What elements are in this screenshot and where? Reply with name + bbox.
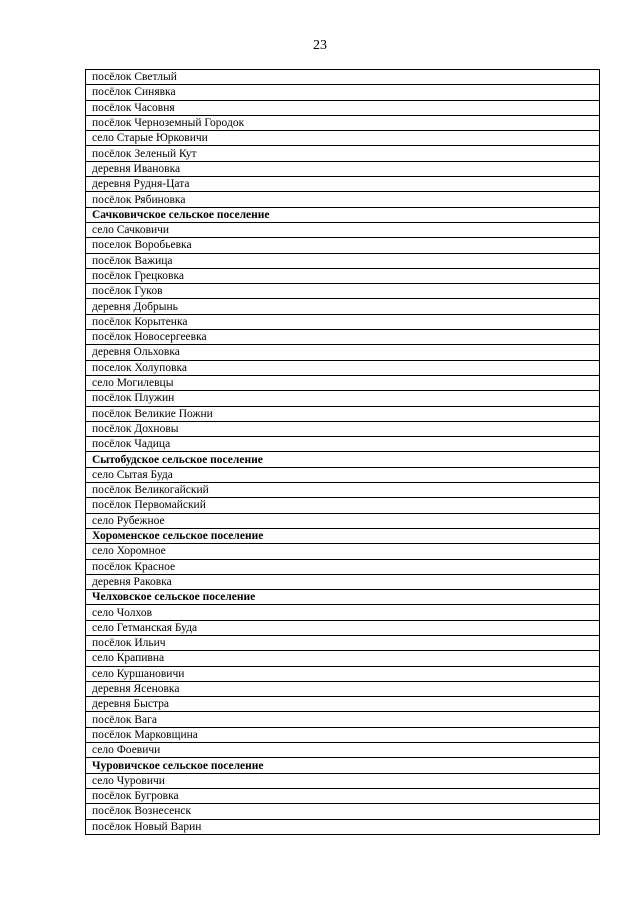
settlement-name: посёлок Корытенка — [86, 314, 600, 329]
settlement-name: деревня Раковка — [86, 574, 600, 589]
settlement-name: деревня Быстра — [86, 697, 600, 712]
settlement-group-header-row — [86, 207, 600, 222]
table-row — [86, 483, 600, 498]
settlement-name: посёлок Чадица — [86, 437, 600, 452]
table-row — [86, 85, 600, 100]
settlement-name: посёлок Вознесенск — [86, 804, 600, 819]
table-row — [86, 391, 600, 406]
settlement-name: село Старые Юрковичи — [86, 131, 600, 146]
settlement-name: село Крапивна — [86, 651, 600, 666]
table-row — [86, 467, 600, 482]
settlement-name: посёлок Грецковка — [86, 268, 600, 283]
table-row — [86, 177, 600, 192]
settlement-name: село Чуровичи — [86, 773, 600, 788]
settlement-group-name: Челховское сельское поселение — [86, 590, 600, 605]
table-row — [86, 574, 600, 589]
settlement-name: посёлок Бугровка — [86, 788, 600, 803]
settlements-table — [85, 69, 600, 835]
settlement-name: деревня Ольховка — [86, 345, 600, 360]
settlement-name: посёлок Вага — [86, 712, 600, 727]
table-row — [86, 605, 600, 620]
settlement-group-name: Сачковичское сельское поселение — [86, 207, 600, 222]
table-row — [86, 222, 600, 237]
table-row — [86, 192, 600, 207]
table-row — [86, 635, 600, 650]
settlement-name: деревня Ивановка — [86, 161, 600, 176]
settlement-name: поселок Холуповка — [86, 360, 600, 375]
settlement-name: посёлок Новый Варин — [86, 819, 600, 834]
settlement-name: посёлок Марковщина — [86, 727, 600, 742]
settlement-name: посёлок Новосергеевка — [86, 330, 600, 345]
table-row — [86, 651, 600, 666]
settlement-name: деревня Ясеновка — [86, 681, 600, 696]
settlement-name: посёлок Синявка — [86, 85, 600, 100]
settlement-name: село Рубежное — [86, 513, 600, 528]
settlement-group-name: Хороменское сельское поселение — [86, 528, 600, 543]
settlement-name: село Сачковичи — [86, 222, 600, 237]
table-row — [86, 70, 600, 85]
settlement-name: посёлок Красное — [86, 559, 600, 574]
table-row — [86, 360, 600, 375]
table-row — [86, 345, 600, 360]
settlement-name: село Сытая Буда — [86, 467, 600, 482]
settlement-name: посёлок Черноземный Городок — [86, 115, 600, 130]
settlement-name: село Гетманская Буда — [86, 620, 600, 635]
settlement-group-header-row — [86, 452, 600, 467]
table-row — [86, 115, 600, 130]
table-row — [86, 666, 600, 681]
settlement-name: посёлок Первомайский — [86, 498, 600, 513]
table-row — [86, 284, 600, 299]
settlement-name: деревня Рудня-Цата — [86, 177, 600, 192]
settlement-group-header-row — [86, 758, 600, 773]
settlement-name: село Фоевичи — [86, 743, 600, 758]
settlements-table-body — [86, 70, 600, 835]
table-row — [86, 620, 600, 635]
table-row — [86, 100, 600, 115]
table-row — [86, 712, 600, 727]
settlement-group-header-row — [86, 590, 600, 605]
settlement-name: посёлок Великогайский — [86, 483, 600, 498]
settlement-name: посёлок Зеленый Кут — [86, 146, 600, 161]
table-row — [86, 513, 600, 528]
table-row — [86, 330, 600, 345]
table-row — [86, 299, 600, 314]
settlement-name: село Могилевцы — [86, 375, 600, 390]
table-row — [86, 406, 600, 421]
settlement-group-header-row — [86, 528, 600, 543]
table-row — [86, 268, 600, 283]
settlement-name: посёлок Дохновы — [86, 421, 600, 436]
table-row — [86, 559, 600, 574]
settlement-group-name: Чуровичское сельское поселение — [86, 758, 600, 773]
table-row — [86, 819, 600, 834]
settlement-name: поселок Воробьевка — [86, 238, 600, 253]
table-row — [86, 788, 600, 803]
settlement-name: посёлок Часовня — [86, 100, 600, 115]
settlement-name: село Чолхов — [86, 605, 600, 620]
settlement-name: деревня Добрынь — [86, 299, 600, 314]
table-row — [86, 314, 600, 329]
settlement-name: посёлок Важица — [86, 253, 600, 268]
table-row — [86, 743, 600, 758]
settlement-name: посёлок Рябиновка — [86, 192, 600, 207]
table-row — [86, 238, 600, 253]
table-row — [86, 375, 600, 390]
table-row — [86, 498, 600, 513]
table-row — [86, 146, 600, 161]
table-row — [86, 161, 600, 176]
table-row — [86, 773, 600, 788]
table-row — [86, 697, 600, 712]
settlement-name: посёлок Ильич — [86, 635, 600, 650]
table-row — [86, 544, 600, 559]
page-number: 23 — [313, 38, 327, 53]
table-row — [86, 681, 600, 696]
settlement-name: посёлок Плужин — [86, 391, 600, 406]
table-row — [86, 131, 600, 146]
table-row — [86, 437, 600, 452]
settlement-name: село Куршановичи — [86, 666, 600, 681]
table-row — [86, 421, 600, 436]
table-row — [86, 253, 600, 268]
settlement-group-name: Сытобудское сельское поселение — [86, 452, 600, 467]
table-row — [86, 727, 600, 742]
settlement-name: село Хоромное — [86, 544, 600, 559]
settlement-name: посёлок Гуков — [86, 284, 600, 299]
table-row — [86, 804, 600, 819]
settlement-name: посёлок Великие Пожни — [86, 406, 600, 421]
settlement-name: посёлок Светлый — [86, 70, 600, 85]
